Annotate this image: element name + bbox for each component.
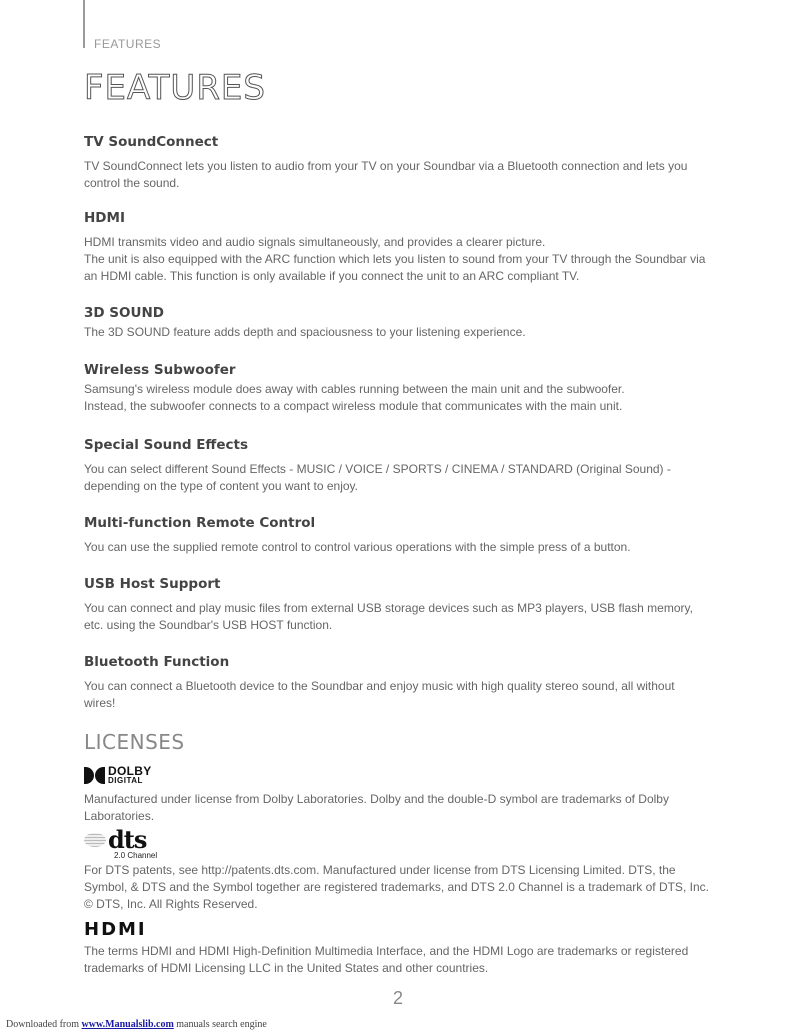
feature-body: You can select different Sound Effects - MUSIC / VOICE / SPORTS / CINEMA / STANDARD (Original Sound) - depending on the type of content you want to enjoy. <box>84 462 671 493</box>
dolby-logo-text: DOLBY <box>108 764 152 778</box>
feature-remote-control <box>84 515 709 556</box>
feature-title: Bluetooth Function <box>84 654 230 670</box>
feature-body: Instead, the subwoofer connects to a compact wireless module that communicates with the main unit. <box>84 399 623 413</box>
dolby-logo-subtext: DIGITAL <box>108 776 143 785</box>
feature-body: You can connect a Bluetooth device to the Soundbar and enjoy music with high quality stereo sound, all without wires! <box>84 679 675 710</box>
download-footer <box>6 1019 267 1030</box>
feature-title: TV SoundConnect <box>84 134 219 150</box>
dts-logo-text: dts <box>108 825 147 854</box>
feature-usb-host-support <box>84 576 709 634</box>
feature-title: USB Host Support <box>84 576 221 592</box>
feature-body: You can connect and play music files from external USB storage devices such as MP3 players, USB flash memory, etc. using the Soundbar's USB HOST function. <box>84 601 693 632</box>
header-divider-bar <box>83 0 85 48</box>
dolby-license-text: Manufactured under license from Dolby Laboratories. Dolby and the double-D symbol are trademarks of Dolby Laboratories. <box>84 792 669 823</box>
feature-body: HDMI transmits video and audio signals simultaneously, and provides a clearer picture. <box>84 235 546 249</box>
feature-title: 3D SOUND <box>84 305 164 321</box>
license-dts <box>84 825 709 913</box>
feature-tv-soundconnect <box>84 134 709 192</box>
feature-title: Multi-function Remote Control <box>84 515 316 531</box>
feature-title: Wireless Subwoofer <box>84 362 236 378</box>
licenses-heading: LICENSES <box>84 730 185 754</box>
footer-suffix: manuals search engine <box>176 1019 267 1030</box>
feature-body: Samsung's wireless module does away with cables running between the main unit and the subwoofer. <box>84 382 625 396</box>
feature-hdmi <box>84 210 709 285</box>
feature-body: You can use the supplied remote control to control various operations with the simple press of a button. <box>84 540 631 554</box>
feature-bluetooth-function <box>84 654 709 712</box>
page-number: 2 <box>393 988 404 1008</box>
feature-body: TV SoundConnect lets you listen to audio from your TV on your Soundbar via a Bluetooth connection and lets you control the sound. <box>84 159 688 190</box>
feature-wireless-subwoofer <box>84 362 709 415</box>
feature-body: The 3D SOUND feature adds depth and spaciousness to your listening experience. <box>84 325 526 339</box>
breadcrumb: FEATURES <box>94 37 162 51</box>
hdmi-logo: HDMI <box>84 919 147 940</box>
dts-logo-subtext: 2.0 Channel <box>114 851 158 860</box>
double-d-icon <box>84 767 105 784</box>
feature-title: HDMI <box>84 210 125 226</box>
hdmi-license-text: The terms HDMI and HDMI High-Definition Multimedia Interface, and the HDMI Logo are trademarks or registered trademarks of HDMI Licensing LLC in the United States and other countries. <box>84 944 689 975</box>
manualslib-link[interactable]: www.Manualslib.com <box>81 1019 174 1030</box>
feature-body: The unit is also equipped with the ARC function which lets you listen to sound from your TV through the Soundbar via an HDMI cable. This function is only available if you connect the unit to an ARC compliant TV. <box>84 252 706 283</box>
page-title: FEATURES <box>84 68 267 108</box>
dts-disc-icon <box>84 833 106 847</box>
footer-prefix: Downloaded from <box>6 1019 80 1030</box>
feature-title: Special Sound Effects <box>84 437 248 453</box>
feature-special-sound-effects <box>84 437 709 495</box>
dts-license-text: For DTS patents, see http://patents.dts.com. Manufactured under license from DTS Licensing Limited. DTS, the Symbol, & DTS and the Symbol together are registered trademarks, and DTS 2.0 Channel is a trademark of DTS, Inc. © DTS, Inc. All Rights Reserved. <box>84 863 709 911</box>
license-dolby <box>84 763 709 825</box>
dolby-digital-logo <box>84 763 709 787</box>
feature-3d-sound <box>84 305 709 341</box>
license-hdmi <box>84 918 709 977</box>
dts-logo <box>84 825 164 865</box>
